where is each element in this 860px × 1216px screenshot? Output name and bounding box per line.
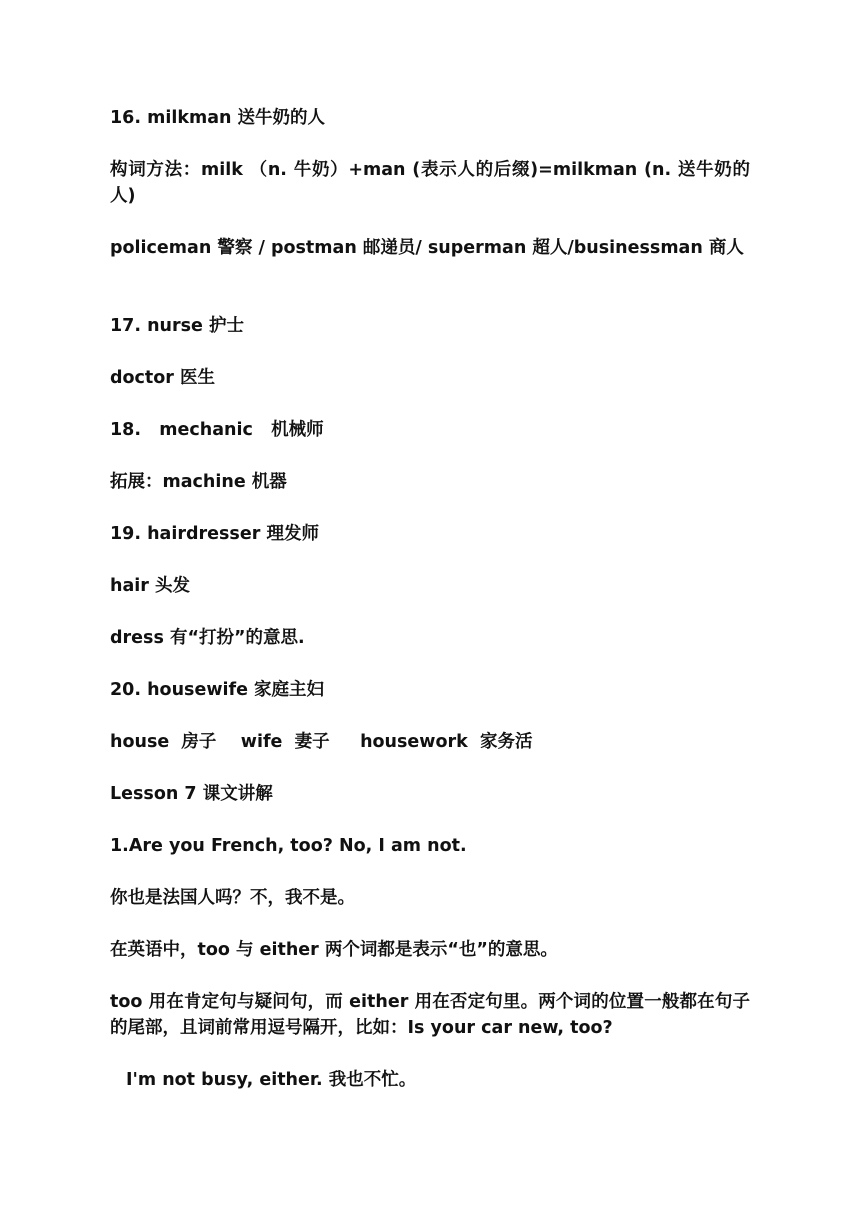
- grammar-note-too-either: 在英语中，too 与 either 两个词都是表示“也”的意思。: [110, 940, 558, 960]
- vocab-entry-nurse: 17. nurse 护士: [110, 316, 245, 336]
- vocab-entry-housewife: 20. housewife 家庭主妇: [110, 680, 325, 700]
- related-words-house: house 房子 wife 妻子 housework 家务活: [110, 732, 533, 752]
- section-heading-lesson-7: Lesson 7 课文讲解: [110, 784, 273, 804]
- word-formation-note: 构词方法：milk （n. 牛奶）+man (表示人的后缀)=milkman (n. 送牛奶的人): [110, 160, 750, 206]
- vocab-entry-hair: hair 头发: [110, 576, 190, 596]
- example-sentence-either: I'm not busy, either. 我也不忙。: [126, 1070, 417, 1090]
- example-sentence-chinese: 你也是法国人吗？不，我不是。: [110, 888, 355, 908]
- vocab-entry-dress: dress 有“打扮”的意思.: [110, 628, 305, 648]
- vocab-entry-hairdresser: 19. hairdresser 理发师: [110, 524, 319, 544]
- extension-machine: 拓展：machine 机器: [110, 472, 287, 492]
- vocab-entry-mechanic: 18. mechanic 机械师: [110, 420, 324, 440]
- vocab-entry-milkman: 16. milkman 送牛奶的人: [110, 108, 326, 128]
- example-sentence-english: 1.Are you French, too? No, I am not.: [110, 836, 467, 856]
- grammar-usage-explanation: too 用在肯定句与疑问句，而 either 用在否定句里。两个词的位置一般都在句子的尾部，且词前常用逗号隔开，比如：Is your car new, too?: [110, 992, 750, 1038]
- related-words-man: policeman 警察 / postman 邮递员/ superman 超人/businessman 商人: [110, 238, 744, 258]
- vocab-entry-doctor: doctor 医生: [110, 368, 216, 388]
